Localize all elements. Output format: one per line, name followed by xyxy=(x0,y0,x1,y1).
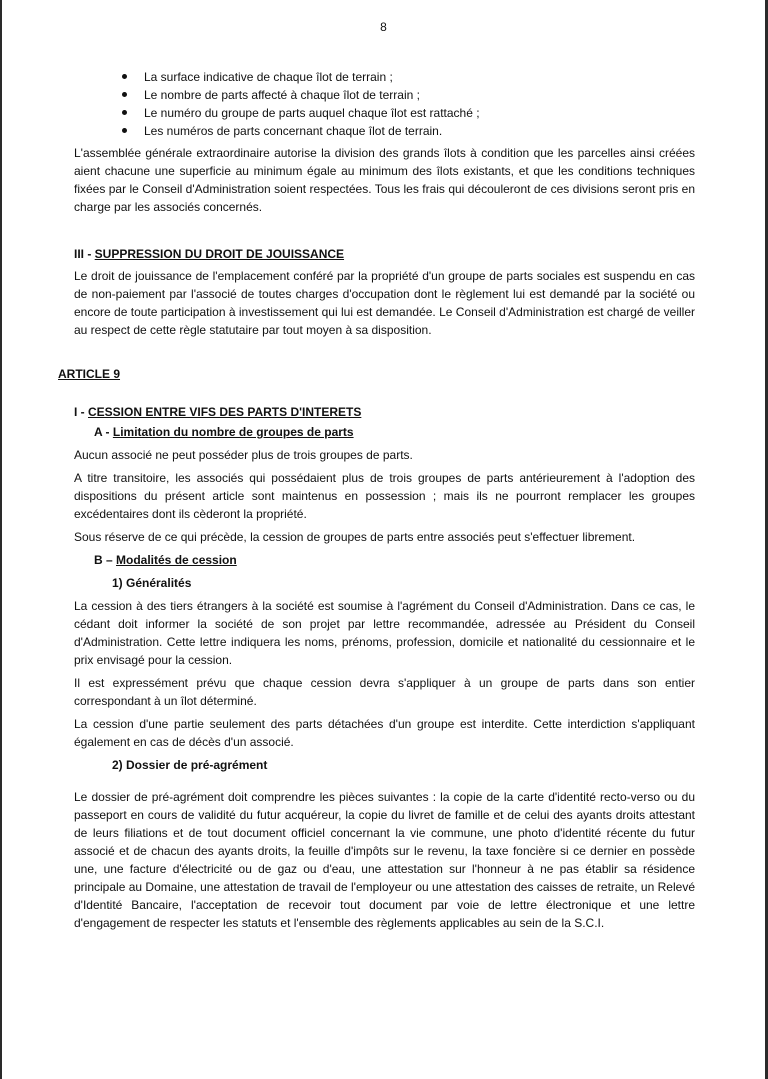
page-number: 8 xyxy=(380,20,387,34)
list-item: Les numéros de parts concernant chaque îlot de terrain. xyxy=(144,122,695,140)
section-title: SUPPRESSION DU DROIT DE JOUISSANCE xyxy=(94,247,345,261)
list-item: Le numéro du groupe de parts auquel chaque îlot est rattaché ; xyxy=(144,104,695,122)
subsection-prefix: A - xyxy=(94,425,113,439)
subsection-heading-b xyxy=(94,551,695,569)
subsection-prefix: B – xyxy=(94,553,117,567)
list-item: Le nombre de parts affecté à chaque îlot de terrain ; xyxy=(144,86,695,104)
section-prefix: I - xyxy=(74,405,88,419)
paragraph: Aucun associé ne peut posséder plus de trois groupes de parts. xyxy=(74,448,413,462)
paragraph: Sous réserve de ce qui précède, la cession de groupes de parts entre associés peut s'effectuer librement. xyxy=(74,530,636,544)
document-page xyxy=(2,0,765,1079)
section-title: CESSION ENTRE VIFS DES PARTS D'INTERETS xyxy=(88,405,362,419)
paragraph-jouissance: Le droit de jouissance de l'emplacement conféré par la propriété d'un groupe de parts sociales est suspendu en cas de non-paiement par l'associé de toutes charges d'occupation dont le règlement lui est demandé par la société ou encore de toute participation à investissement qui lui est demandée. Le Conseil d'Administration est chargé de veiller au respect de cette règle statutaire par tout moyen à sa disposition. xyxy=(74,269,695,337)
paragraph: La cession à des tiers étrangers à la société est soumise à l'agrément du Conseil d'Administration. Dans ce cas, le cédant doit informer la société de son projet par lettre recommandée, adressée au Président du Conseil d'Administration. Cette lettre indiquera les noms, prénoms, profession, domicile et nationalité du cessionnaire et le prix envisagé pour la cession. xyxy=(74,599,695,667)
subsection-heading-a xyxy=(94,423,695,441)
bullet-list xyxy=(74,68,695,140)
subheading-pre-agrement: 2) Dossier de pré-agrément xyxy=(112,758,268,772)
paragraph-pre-agrement: Le dossier de pré-agrément doit comprendre les pièces suivantes : la copie de la carte d'identité recto-verso ou du passeport en cours de validité du futur acquéreur, la copie du livret de famille et de celui des ayants droits attestant de leurs filiations et de tout document officiel concernant la vie commune, une photo d'identité récente du futur associé et de chacun des ayants droits, la feuille d'impôts sur le revenu, la taxe foncière si ce dernier en possède une, une facture d'électricité ou de gaz ou d'eau, une attestation sur l'honneur à ne pas établir sa résidence principale au Domaine, une attestation de travail de l'employeur ou une attestation des caisses de retraite, un Relevé d'Identité Bancaire, l'acceptation de recevoir tout document par voie de lettre électronique et une lettre d'engagement de respecter les statuts et l'ensemble des règlements applicables au sein de la S.C.I. xyxy=(74,790,695,930)
paragraph: A titre transitoire, les associés qui possédaient plus de trois groupes de parts antérieurement à l'adoption des dispositions du présent article sont maintenus en possession ; mais ils ne pourront remplacer les groupes excédentaires dont ils cèderont la propriété. xyxy=(74,471,695,521)
section-heading-iii xyxy=(74,245,695,263)
section-prefix: III - xyxy=(74,247,95,261)
subheading-generalites: 1) Généralités xyxy=(112,576,192,590)
section-heading-i xyxy=(74,403,695,421)
list-item: La surface indicative de chaque îlot de terrain ; xyxy=(144,68,695,86)
article-heading: ARTICLE 9 xyxy=(58,367,121,381)
paragraph: Il est expressément prévu que chaque cession devra s'appliquer à un groupe de parts dans son entier correspondant à un îlot déterminé. xyxy=(74,676,695,708)
subsection-title: Limitation du nombre de groupes de parts xyxy=(112,425,354,439)
subsection-title: Modalités de cession xyxy=(116,553,237,567)
paragraph-division: L'assemblée générale extraordinaire autorise la division des grands îlots à condition que les parcelles ainsi créées aient chacune une superficie au minimum égale au minimum des îlots existants, et que les conditions techniques fixées par le Conseil d'Administration soient respectées. Tous les frais qui découleront de ces divisions seront pris en charge par les associés concernés. xyxy=(74,146,695,214)
page-content xyxy=(58,68,695,937)
paragraph: La cession d'une partie seulement des parts détachées d'un groupe est interdite. Cette interdiction s'appliquant également en cas de décès d'un associé. xyxy=(74,717,695,749)
